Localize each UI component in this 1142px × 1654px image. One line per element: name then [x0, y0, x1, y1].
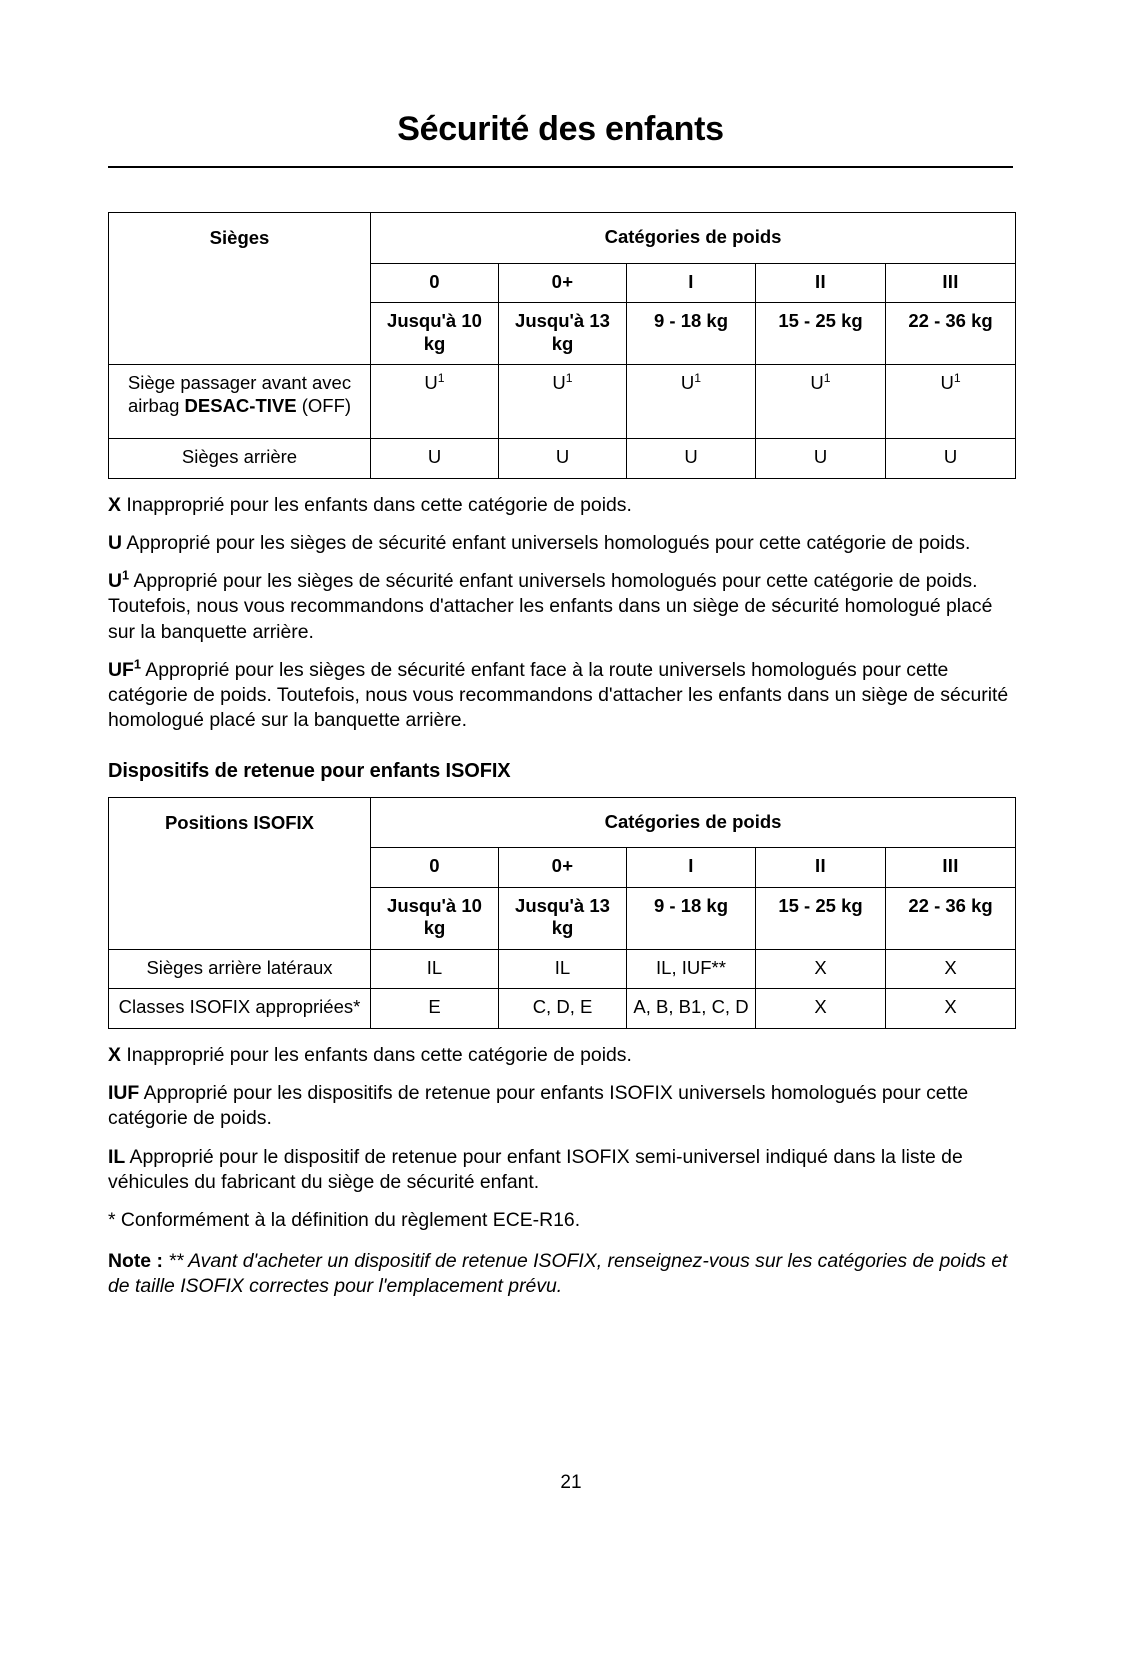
cell-value: IL: [499, 949, 627, 989]
category-range-0: Jusqu'à 10 kg: [371, 887, 499, 949]
legend-text: Approprié pour les sièges de sécurité enfant universels homologués pour cette catégorie de poids. Toutefois, nous vous recommandons d'attacher les enfants dans un siège de sécurité homologué placé sur la banquette arrière.: [108, 570, 993, 643]
isofix-section-heading: Dispositifs de retenue pour enfants ISOFIX: [108, 759, 511, 782]
legend-key: $UF^1$: [108, 656, 141, 681]
note-label: Note :: [108, 1250, 169, 1273]
isofix-positions-table: [108, 797, 1016, 1029]
legend-key: IL: [108, 1145, 126, 1168]
category-range-iii: 22 - 36 kg: [886, 887, 1016, 949]
legend-text: Inapproprié pour les enfants dans cette catégorie de poids.: [120, 1043, 632, 1066]
cell-value: A, B, B1, C, D: [627, 989, 756, 1029]
table-row: [109, 949, 1016, 989]
category-range-ii: 15 - 25 kg: [756, 887, 886, 949]
row-label-rear-seats: Sièges arrière: [109, 439, 371, 479]
table-row: [109, 989, 1016, 1029]
title-divider: [108, 166, 1013, 168]
legend-item-x: [108, 493, 1013, 518]
table-row-header-main: [109, 213, 1016, 264]
note-text: ** Avant d'acheter un dispositif de retenue ISOFIX, renseignez-vous sur les catégories de poids et de taille ISOFIX correctes pour l'emplacement prévu.: [108, 1250, 1008, 1298]
row-label-line1: Siège passager avant: [127, 372, 307, 394]
cell-value: $U^1$: [756, 365, 886, 439]
category-range-0plus: Jusqu'à 13 kg: [499, 887, 627, 949]
legend-key: X: [108, 493, 121, 516]
header-weight-categories: Catégories de poids: [371, 797, 1016, 848]
note-paragraph: [108, 1249, 1013, 1299]
cell-value: X: [886, 989, 1016, 1029]
category-range-0: Jusqu'à 10 kg: [371, 303, 499, 365]
legend-key: X: [108, 1043, 121, 1066]
legend-text: Inapproprié pour les enfants dans cette catégorie de poids.: [120, 493, 632, 516]
cell-value: C, D, E: [499, 989, 627, 1029]
cell-value: $U^1$: [627, 365, 756, 439]
legend-item-u1: [108, 569, 1013, 645]
row-label-off: (OFF): [296, 394, 352, 416]
legend-item-x: [108, 1043, 1013, 1068]
row-label-line2: avec airbag: [127, 372, 352, 416]
table-row-header-main: [109, 797, 1016, 848]
category-label-iii: III: [886, 263, 1016, 303]
legend-key: $U^1$: [108, 567, 130, 593]
category-label-i: I: [627, 848, 756, 888]
category-range-i: 9 - 18 kg: [627, 303, 756, 365]
cell-value: U: [499, 439, 627, 479]
category-label-ii: II: [756, 848, 886, 888]
cell-value: X: [756, 949, 886, 989]
legend-text: Approprié pour le dispositif de retenue pour enfant ISOFIX semi-universel indiqué dans la liste de véhicules du fabricant du siège de sécurité enfant.: [108, 1145, 963, 1193]
category-label-iii: III: [886, 848, 1016, 888]
category-range-i: 9 - 18 kg: [627, 887, 756, 949]
page-content: [108, 0, 1013, 1313]
row-label-bold2: TIVE: [255, 394, 297, 416]
cell-value: U: [756, 439, 886, 479]
legend-item-uf1: [108, 658, 1013, 734]
footnote-star: * Conformément à la définition du règlement ECE-R16.: [108, 1209, 581, 1232]
legend-item-iuf: [108, 1081, 1013, 1131]
legend-text: Approprié pour les sièges de sécurité enfant face à la route universels homologués pour cette catégorie de poids. Toutefois, nous vous recommandons d'attacher les enfants dans un siège de sécurité homologué placé sur la banquette arrière.: [108, 658, 1009, 732]
legend-text: Approprié pour les dispositifs de retenue pour enfants ISOFIX universels homologués pour cette catégorie de poids.: [108, 1082, 969, 1130]
cell-value: IL, IUF**: [627, 949, 756, 989]
page-title: Sécurité des enfants: [397, 110, 724, 148]
cell-value: U: [371, 439, 499, 479]
category-label-0plus: 0+: [499, 263, 627, 303]
category-label-i: I: [627, 263, 756, 303]
cell-value: U: [627, 439, 756, 479]
seat-legend-list: [108, 493, 1013, 734]
legend-text: Approprié pour les sièges de sécurité enfant universels homologués pour cette catégorie de poids.: [122, 532, 971, 555]
page-number: 21: [560, 1472, 582, 1493]
child-seat-suitability-table: [108, 212, 1016, 479]
cell-value: $U^1$: [886, 365, 1016, 439]
row-label-bold1: DESAC-: [184, 394, 256, 416]
row-label-rear-side-seats: Sièges arrière latéraux: [109, 949, 371, 989]
category-label-0: 0: [371, 263, 499, 303]
header-isofix-positions: Positions ISOFIX: [109, 797, 371, 949]
header-seats: Sièges: [109, 213, 371, 365]
row-label-front-passenger-seat: [109, 365, 371, 439]
table-row: [109, 365, 1016, 439]
legend-key: U: [108, 532, 123, 555]
header-weight-categories: Catégories de poids: [371, 213, 1016, 264]
cell-value: IL: [371, 949, 499, 989]
cell-value: $U^1$: [371, 365, 499, 439]
category-range-ii: 15 - 25 kg: [756, 303, 886, 365]
table-row: [109, 439, 1016, 479]
cell-value: E: [371, 989, 499, 1029]
cell-value: $U^1$: [499, 365, 627, 439]
legend-key: IUF: [108, 1082, 140, 1105]
category-range-iii: 22 - 36 kg: [886, 303, 1016, 365]
legend-item-il: [108, 1145, 1013, 1195]
category-label-0plus: 0+: [499, 848, 627, 888]
cell-value: X: [756, 989, 886, 1029]
cell-value: X: [886, 949, 1016, 989]
cell-value: U: [886, 439, 1016, 479]
category-range-0plus: Jusqu'à 13 kg: [499, 303, 627, 365]
category-label-0: 0: [371, 848, 499, 888]
legend-item-u: [108, 531, 1013, 556]
isofix-legend-list: [108, 1043, 1013, 1300]
category-label-ii: II: [756, 263, 886, 303]
row-label-isofix-classes: Classes ISOFIX appropriées*: [109, 989, 371, 1029]
